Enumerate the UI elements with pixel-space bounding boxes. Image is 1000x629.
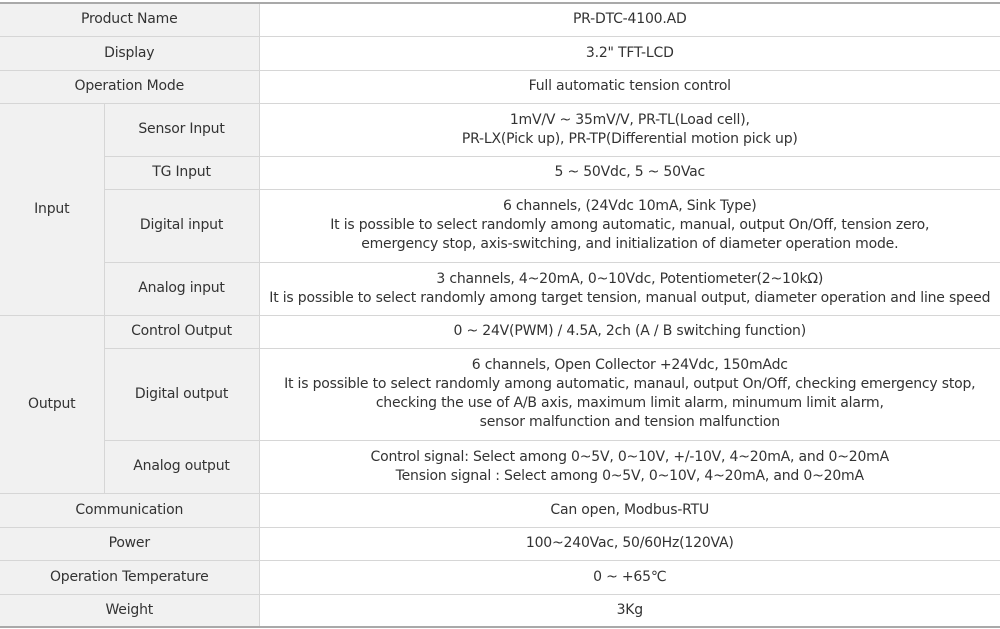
value-communication: Can open, Modbus-RTU	[259, 493, 1000, 527]
label-control-output: Control Output	[104, 315, 259, 348]
label-output-group: Output	[0, 315, 104, 493]
value-operation-mode: Full automatic tension control	[259, 70, 1000, 103]
sensor-input-line: PR-LX(Pick up), PR-TP(Differential motion pick up)	[461, 130, 798, 147]
row-tg-input	[0, 156, 1000, 189]
value-analog-input	[259, 262, 1000, 315]
label-input-group: Input	[0, 103, 104, 315]
row-sensor-input	[0, 103, 1000, 156]
row-digital-input	[0, 189, 1000, 262]
digital-output-line: sensor malfunction and tension malfunction	[479, 414, 780, 430]
sensor-input-line: 1mV/V ~ 35mV/V, PR-TL(Load cell),	[509, 111, 750, 128]
value-weight: 3Kg	[259, 594, 1000, 627]
row-analog-input	[0, 262, 1000, 315]
row-digital-output	[0, 348, 1000, 440]
label-display: Display	[0, 36, 259, 70]
row-analog-output	[0, 440, 1000, 493]
row-weight	[0, 594, 1000, 627]
label-operation-mode: Operation Mode	[0, 70, 259, 103]
label-tg-input: TG Input	[104, 156, 259, 189]
digital-output-line: It is possible to select randomly among automatic, manaul, output On/Off, checking emergency stop,	[284, 376, 976, 392]
analog-input-line: It is possible to select randomly among target tension, manual output, diameter operation and line speed	[269, 289, 991, 306]
value-product-name: PR-DTC-4100.AD	[259, 3, 1000, 36]
digital-output-line: 6 channels, Open Collector +24Vdc, 150mAdc	[471, 357, 788, 373]
value-power: 100~240Vac, 50/60Hz(120VA)	[259, 527, 1000, 560]
value-tg-input: 5 ~ 50Vdc, 5 ~ 50Vac	[259, 156, 1000, 189]
label-analog-input: Analog input	[104, 262, 259, 315]
value-display: 3.2" TFT-LCD	[259, 36, 1000, 70]
row-communication	[0, 493, 1000, 527]
label-sensor-input: Sensor Input	[104, 103, 259, 156]
digital-output-line: checking the use of A/B axis, maximum limit alarm, minumum limit alarm,	[375, 395, 884, 411]
label-communication: Communication	[0, 493, 259, 527]
value-analog-output	[259, 440, 1000, 493]
label-power: Power	[0, 527, 259, 560]
analog-output-line: Control signal: Select among 0~5V, 0~10V, +/-10V, 4~20mA, and 0~20mA	[370, 448, 889, 465]
value-sensor-input	[259, 103, 1000, 156]
label-digital-input: Digital input	[104, 189, 259, 262]
digital-input-line: 6 channels, (24Vdc 10mA, Sink Type)	[502, 198, 757, 214]
digital-input-line: It is possible to select randomly among automatic, manual, output On/Off, tension zero,	[330, 217, 930, 233]
digital-input-line: emergency stop, axis-switching, and initialization of diameter operation mode.	[361, 236, 899, 252]
value-digital-input	[259, 189, 1000, 262]
analog-input-line: 3 channels, 4~20mA, 0~10Vdc, Potentiometer(2~10kΩ)	[436, 270, 824, 287]
label-operation-temperature: Operation Temperature	[0, 560, 259, 594]
label-analog-output: Analog output	[104, 440, 259, 493]
label-product-name: Product Name	[0, 3, 259, 36]
row-operation-temperature	[0, 560, 1000, 594]
value-operation-temperature: 0 ~ +65℃	[259, 560, 1000, 594]
value-control-output: 0 ~ 24V(PWM) / 4.5A, 2ch (A / B switching function)	[259, 315, 1000, 348]
row-power	[0, 527, 1000, 560]
row-operation-mode	[0, 70, 1000, 103]
row-product-name	[0, 3, 1000, 36]
spec-table	[0, 2, 1000, 628]
row-display	[0, 36, 1000, 70]
label-digital-output: Digital output	[104, 348, 259, 440]
row-control-output	[0, 315, 1000, 348]
value-digital-output	[259, 348, 1000, 440]
analog-output-line: Tension signal : Select among 0~5V, 0~10V, 4~20mA, and 0~20mA	[395, 467, 864, 484]
label-weight: Weight	[0, 594, 259, 627]
